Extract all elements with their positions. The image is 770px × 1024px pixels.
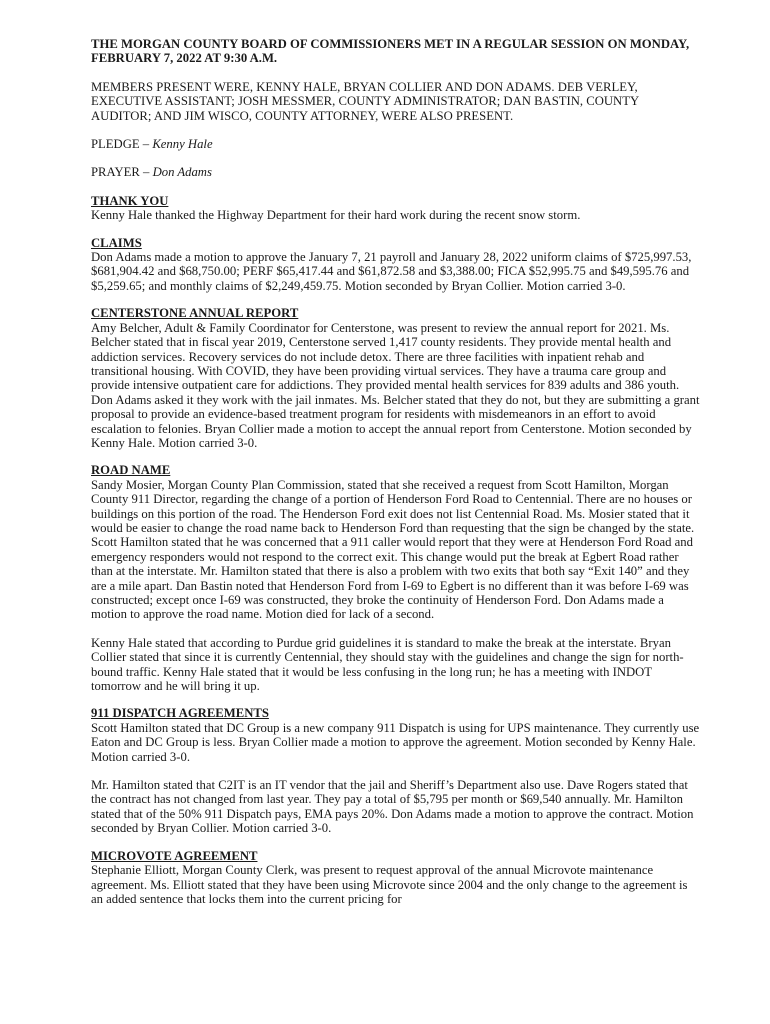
members-present: MEMBERS PRESENT WERE, KENNY HALE, BRYAN COLLIER AND DON ADAMS. DEB VERLEY, EXECUTIVE ASSISTANT; JOSH MESSMER, COUNTY ADMINISTRATOR; DAN BASTIN, COUNTY AUDITOR; AND JIM WISCO, COUNTY ATTORNEY, WERE ALSO PRESENT. [91,79,639,123]
section-text-dispatch-2: Mr. Hamilton stated that C2IT is an IT vendor that the jail and Sheriff’s Department also use. Dave Rogers stated that the contract has not changed from last year. They pay a total of $5,795 per month or $69,540 annually. Mr. Hamilton stated that of the 50% 911 Dispatch pays, EMA pays 20%. Don Adams made a motion to approve the contract. Motion seconded by Bryan Collier. Motion carried 3-0. [91,778,694,836]
section-road-name [91,463,700,693]
pledge-label: PLEDGE – [91,137,153,152]
pledge-name: Kenny Hale [152,137,213,152]
section-text-microvote: Stephanie Elliott, Morgan County Clerk, was present to request approval of the annual Microvote maintenance agreement. Ms. Elliott stated that they have been using Microvote since 2004 and the only change to the agreement is an added sentence that locks them into the current pricing for [91,863,688,906]
section-thank-you [91,194,700,223]
section-heading-thank-you: THANK YOU [91,193,169,208]
section-heading-road-name: ROAD NAME [91,463,171,478]
section-heading-dispatch: 911 DISPATCH AGREEMENTS [91,706,269,721]
prayer-line [91,165,700,179]
section-centerstone [91,306,700,450]
prayer-name: Don Adams [152,165,212,180]
section-text-dispatch: Scott Hamilton stated that DC Group is a new company 911 Dispatch is using for UPS maintenance. They currently use Eaton and DC Group is less. Bryan Collier made a motion to approve the agreement. Motion seconded by Kenny Hale. Motion carried 3-0. [91,720,700,764]
section-dispatch [91,706,700,835]
section-text-centerstone: Amy Belcher, Adult & Family Coordinator for Centerstone, was present to review the annual report for 2021. Ms. Belcher stated that in fiscal year 2019, Centerstone served 1,417 county residents. They provide mental health and addiction services. Recovery services do not include detox. There are three facilities with inpatient rehab and transitional housing. With COVID, they have been providing virtual services. They have a trauma care group and provide intensive outpatient care for addictions. They provided mental health services for 839 adults and 386 youth. Don Adams asked it they work with the jail inmates. Ms. Belcher stated that they do not, but they are submitting a grant proposal to provide an evidence-based treatment program for residents with misdemeanors in an effort to avoid escalation to felonies. Bryan Collier made a motion to accept the annual report from Centerstone. Motion seconded by Kenny Hale. Motion carried 3-0. [91,320,700,450]
section-heading-microvote: MICROVOTE AGREEMENT [91,848,258,863]
section-text-road-name-2: Kenny Hale stated that according to Purdue grid guidelines it is standard to make the break at the interstate. Bryan Collier stated that since it is currently Centennial, they should stay with the guidelines and change the sign for north-bound traffic. Kenny Hale stated that it would be less confusing in the long run; he has a meeting with INDOT tomorrow and he will bring it up. [91,635,684,694]
section-text-claims: Don Adams made a motion to approve the January 7, 21 payroll and January 28, 2022 uniform claims of $725,997.53, $681,904.42 and $68,750.00; PERF $65,417.44 and $61,872.58 and $3,388.00; FICA $52,995.75 and $49,595.76 and $5,259.65; and monthly claims of $2,249,459.75. Motion seconded by Bryan Collier. Motion carried 3-0. [91,250,692,293]
prayer-label: PRAYER – [91,165,153,180]
section-claims [91,236,700,294]
section-heading-centerstone: CENTERSTONE ANNUAL REPORT [91,306,299,321]
section-text-thank-you: Kenny Hale thanked the Highway Department for their hard work during the recent snow storm. [91,208,581,223]
page-title: THE MORGAN COUNTY BOARD OF COMMISSIONERS MET IN A REGULAR SESSION ON MONDAY, FEBRUARY 7, 2022 AT 9:30 A.M. [91,37,690,66]
section-heading-claims: CLAIMS [91,235,142,250]
pledge-line [91,137,700,151]
section-text-road-name: Sandy Mosier, Morgan County Plan Commission, stated that she received a request from Scott Hamilton, Morgan County 911 Director, regarding the change of a portion of Henderson Ford Road to Centennial. There are no houses or buildings on this portion of the road. The Henderson Ford exit does not list Centennial Road. Ms. Mosier stated that it would be easier to change the road name back to Henderson Ford than requesting that the sign be changed by the state. Scott Hamilton stated that he was concerned that a 911 caller would report that they were at Henderson Ford Road and emergency responders would not respond to the correct exit. This change would put the break at Egbert Road rather than at the interstate. Mr. Hamilton stated that there is also a problem with two exits that both say “Exit 140” and they are a mile apart. Dan Bastin noted that Henderson Ford from I-69 to Egbert is no different than it was before I-69 was constructed; except once I-69 was constructed, they broke the continuity of Henderson Ford. Don Adams made a motion to approve the road name. Motion died for lack of a second. [91,477,695,622]
section-microvote [91,849,700,907]
